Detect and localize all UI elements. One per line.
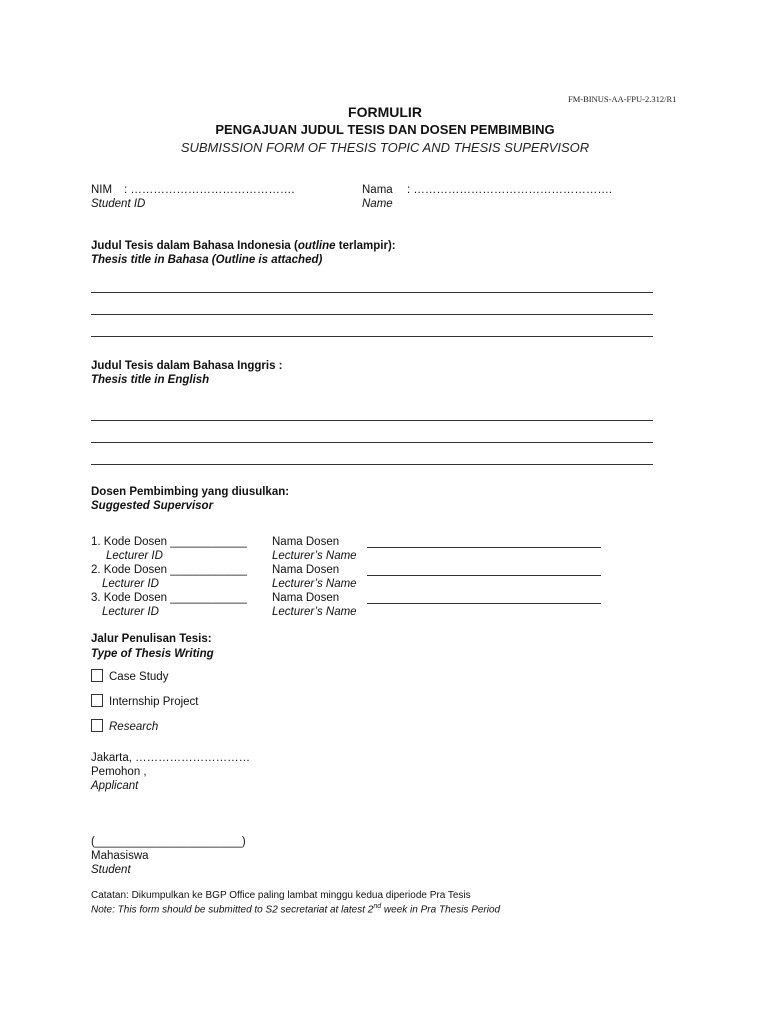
internship-project-checkbox[interactable] [91, 694, 103, 707]
nama-label-english: Name [362, 198, 393, 210]
supervisor-1-kode-english: Lecturer ID [106, 550, 163, 562]
case-study-label: Case Study [109, 671, 169, 683]
supervisor-2-nama-english: Lecturer’s Name [272, 578, 357, 590]
role-label-english: Student [91, 864, 131, 876]
nim-field[interactable]: : ……………………………………. [124, 184, 295, 196]
supervisor-2-nama: Nama Dosen [272, 564, 340, 576]
research-label: Research [109, 721, 159, 733]
document-code: FM-BINUS-AA-FPU-2.312/R1 [568, 94, 677, 104]
supervisor-label-english: Suggested Supervisor [91, 500, 214, 512]
supervisor-1-nama: Nama Dosen [272, 536, 340, 548]
nim-label-english: Student ID [91, 198, 146, 210]
supervisor-3-kode[interactable]: 3. Kode Dosen ____________ [91, 592, 248, 604]
signature-line[interactable]: (_______________________) [91, 836, 246, 848]
note-english-pre: Note: This form should be submitted to S2 secretariat at latest 2 [91, 904, 374, 916]
supervisor-1-nama-english: Lecturer’s Name [272, 550, 357, 562]
form-title: FORMULIR [348, 104, 422, 120]
thesis-title-id-line-1[interactable] [91, 292, 653, 293]
research-checkbox[interactable] [91, 719, 103, 732]
thesis-title-en-label-english: Thesis title in English [91, 374, 210, 386]
note-english [91, 903, 500, 915]
thesis-title-id-label-post: terlampir): [335, 240, 396, 252]
thesis-title-en-line-1[interactable] [91, 420, 653, 421]
internship-project-label: Internship Project [109, 696, 199, 708]
applicant-label-english: Applicant [91, 780, 139, 792]
supervisor-3-nama: Nama Dosen [272, 592, 340, 604]
writing-type-label-english: Type of Thesis Writing [91, 648, 214, 660]
supervisor-2-kode-english: Lecturer ID [102, 578, 159, 590]
place-date[interactable]: Jakarta, ………………………… [91, 752, 251, 764]
nim-label: NIM [91, 184, 113, 196]
applicant-label: Pemohon , [91, 766, 147, 778]
supervisor-2-kode[interactable]: 2. Kode Dosen ____________ [91, 564, 248, 576]
supervisor-3-kode-english: Lecturer ID [102, 606, 159, 618]
note-english-sup: nd [373, 903, 382, 910]
supervisor-2-nama-line[interactable] [367, 575, 601, 576]
thesis-title-en-line-3[interactable] [91, 464, 653, 465]
supervisor-3-nama-line[interactable] [367, 603, 601, 604]
supervisor-1-kode[interactable]: 1. Kode Dosen ____________ [91, 536, 248, 548]
thesis-title-id-line-2[interactable] [91, 314, 653, 315]
nama-label: Nama [362, 184, 393, 196]
note-english-post: week in Pra Thesis Period [381, 904, 501, 916]
note-indonesian: Catatan: Dikumpulkan ke BGP Office paling lambat minggu kedua diperiode Pra Tesis [91, 890, 471, 901]
thesis-title-id-label-english: Thesis title in Bahasa (Outline is attached) [91, 254, 323, 266]
supervisor-label: Dosen Pembimbing yang diusulkan: [91, 486, 290, 498]
form-subtitle: PENGAJUAN JUDUL TESIS DAN DOSEN PEMBIMBING [215, 122, 555, 137]
thesis-title-en-line-2[interactable] [91, 442, 653, 443]
case-study-checkbox[interactable] [91, 669, 103, 682]
thesis-title-id-label [91, 240, 396, 252]
form-subtitle-english: SUBMISSION FORM OF THESIS TOPIC AND THESIS SUPERVISOR [180, 140, 590, 155]
role-label: Mahasiswa [91, 850, 149, 862]
supervisor-1-nama-line[interactable] [367, 547, 601, 548]
nama-field[interactable]: : ……………………………………………. [407, 184, 613, 196]
thesis-title-id-label-italic: outline [297, 240, 336, 252]
thesis-title-en-label: Judul Tesis dalam Bahasa Inggris : [91, 360, 283, 372]
thesis-title-id-label-pre: Judul Tesis dalam Bahasa Indonesia ( [91, 240, 298, 252]
supervisor-3-nama-english: Lecturer’s Name [272, 606, 357, 618]
thesis-title-id-line-3[interactable] [91, 336, 653, 337]
writing-type-label: Jalur Penulisan Tesis: [91, 633, 212, 645]
